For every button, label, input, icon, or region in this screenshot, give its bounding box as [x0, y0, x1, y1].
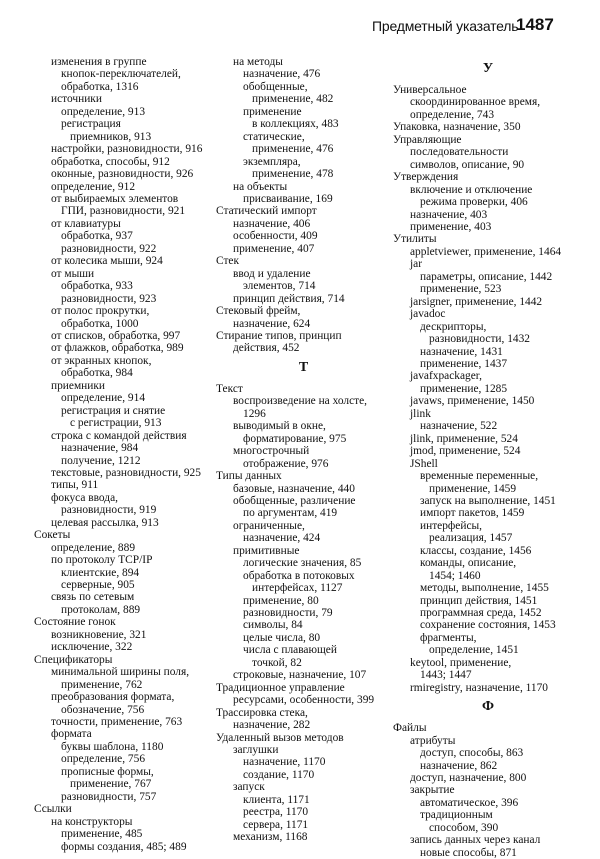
index-subentry: воспроизведение на холсте,	[233, 395, 368, 408]
index-subentry: 1443; 1447	[420, 669, 472, 682]
index-subentry: применение, 767	[70, 778, 152, 791]
index-subentry: обозначение, 756	[61, 703, 145, 716]
index-subentry: jlink	[410, 407, 431, 420]
index-subentry: формата	[51, 728, 92, 741]
index-subentry: применение, 476	[252, 143, 334, 156]
index-subentry: в коллекциях, 483	[252, 118, 339, 131]
index-subentry: фокуса ввода,	[51, 491, 118, 504]
index-subentry: javadoc	[410, 308, 446, 321]
index-subentry: примитивные	[233, 544, 300, 557]
index-subentry: определение, 914	[61, 392, 146, 405]
index-subentry: 1296	[243, 407, 266, 420]
index-subentry: javaws, применение, 1450	[410, 395, 535, 408]
index-subentry: jar	[410, 258, 423, 271]
index-subentry: обработка, 937	[61, 230, 133, 243]
index-subentry: применение, 523	[420, 283, 502, 296]
index-subentry: обработка, 933	[61, 280, 133, 293]
index-subentry: способом, 390	[429, 821, 499, 834]
index-subentry: запуск на выполнение, 1451	[420, 494, 556, 507]
index-subentry: назначение, 862	[420, 759, 498, 772]
index-entry: Стековый фрейм,	[216, 305, 301, 318]
index-subentry: временные переменные,	[420, 470, 539, 483]
index-subentry: назначение, 1431	[420, 345, 503, 358]
index-subentry: от клавиатуры	[51, 217, 121, 230]
index-column-3	[393, 56, 583, 859]
index-subentry: точности, применение, 763	[51, 716, 183, 729]
index-subentry: механизм, 1168	[233, 831, 308, 844]
index-subentry: регистрация и снятие	[61, 404, 166, 417]
index-subentry: разновидности, 79	[243, 607, 333, 620]
index-subentry: последовательности	[410, 146, 509, 159]
index-subentry: типы, 911	[51, 479, 99, 492]
index-subentry: назначение, 624	[233, 317, 311, 330]
index-subentry: форматирование, 975	[243, 432, 347, 445]
index-subentry: от экранных кнопок,	[51, 354, 152, 367]
section-letter-heading: У	[482, 61, 494, 76]
index-subentry: получение, 1212	[61, 454, 141, 467]
index-subentry: применение, 1285	[420, 382, 508, 395]
index-subentry: применение, 407	[233, 242, 315, 255]
index-subentry: применение, 1437	[420, 357, 508, 370]
index-entry: Трассировка стека,	[216, 706, 308, 719]
index-subentry: 1454; 1460	[429, 569, 481, 582]
index-subentry: определение, 913	[61, 105, 146, 118]
index-subentry: от колесика мыши, 924	[51, 255, 163, 268]
index-subentry: назначение, 1170	[243, 756, 326, 769]
index-subentry: по аргументам, 419	[243, 507, 338, 520]
index-subentry: сервера, 1171	[243, 818, 309, 831]
index-subentry: jmod, применение, 524	[410, 445, 521, 458]
index-subentry: прописные формы,	[61, 765, 154, 778]
index-subentry: обработка, 1000	[61, 317, 139, 330]
section-letter-heading: Т	[298, 359, 309, 375]
index-subentry: буквы шаблона, 1180	[61, 740, 164, 753]
index-subentry: на объекты	[233, 180, 288, 193]
index-entry: Упаковка, назначение, 350	[393, 121, 521, 134]
index-subentry: строка с командой действия	[51, 429, 187, 442]
page-header	[0, 12, 600, 36]
index-subentry: интерфейсах, 1127	[252, 582, 343, 595]
index-subentry: определение, 912	[51, 180, 136, 193]
index-entry: Традиционное управление	[216, 681, 345, 694]
index-subentry: методы, выполнение, 1455	[420, 582, 549, 595]
index-subentry: доступ, способы, 863	[420, 747, 524, 760]
index-subentry: присваивание, 169	[243, 192, 333, 205]
index-subentry: определение, 1451	[429, 644, 519, 657]
index-subentry: запуск	[233, 781, 265, 794]
index-subentry: реализация, 1457	[429, 532, 513, 545]
index-subentry: обработка, 984	[61, 367, 133, 380]
index-subentry: appletviewer, применение, 1464	[410, 245, 562, 258]
index-subentry: дескрипторы,	[420, 320, 487, 333]
index-subentry: ресурсами, особенности, 399	[233, 694, 375, 707]
index-subentry: целые числа, 80	[243, 631, 321, 644]
index-column-2	[216, 56, 391, 844]
index-subentry: новые способы, 871	[420, 846, 517, 859]
index-subentry: разновидности, 922	[61, 242, 157, 255]
index-subentry: включение и отключение	[410, 183, 533, 196]
index-subentry: символов, описание, 90	[410, 158, 525, 171]
index-subentry: изменения в группе	[51, 56, 147, 68]
index-subentry: от полос прокрутки,	[51, 305, 150, 318]
index-subentry: на конструкторы	[51, 815, 133, 828]
index-subentry: серверные, 905	[61, 579, 135, 592]
index-subentry: возникновение, 321	[51, 628, 147, 641]
index-subentry: отображение, 976	[243, 457, 329, 470]
index-subentry: от списков, обработка, 997	[51, 329, 181, 342]
index-subentry: на методы	[233, 56, 283, 68]
index-subentry: принцип действия, 714	[233, 292, 345, 305]
index-subentry: определение, 743	[410, 108, 495, 121]
index-subentry: применение, 762	[61, 678, 143, 691]
index-subentry: обобщенные,	[243, 80, 308, 93]
index-subentry: javafxpackager,	[410, 370, 482, 383]
index-subentry: логические значения, 85	[243, 557, 362, 570]
index-subentry: от выбираемых элементов	[51, 192, 179, 205]
index-subentry: определение, 889	[51, 541, 136, 554]
index-subentry: программная среда, 1452	[420, 607, 542, 620]
index-subentry: доступ, назначение, 800	[410, 772, 527, 785]
index-entry: Состояние гонок	[34, 616, 116, 629]
index-entry: Управляющие	[393, 133, 462, 146]
index-subentry: связь по сетевым	[51, 591, 135, 604]
index-entry: Текст	[216, 382, 243, 395]
index-subentry: особенности, 409	[233, 230, 318, 243]
index-subentry: статические,	[243, 130, 305, 143]
index-entry: Стек	[216, 255, 240, 268]
index-subentry: применение, 1459	[429, 482, 517, 495]
index-subentry: символы, 84	[243, 619, 303, 632]
index-subentry: приемников, 913	[70, 130, 152, 143]
index-subentry: назначение, 282	[233, 719, 311, 732]
page-number: 1487	[516, 15, 554, 34]
index-entry: Универсальное	[393, 84, 467, 96]
index-subentry: запись данных через канал	[410, 834, 541, 847]
index-subentry: исключение, 322	[51, 641, 133, 654]
index-subentry: keytool, применение,	[410, 656, 512, 669]
index-entry: Стирание типов, принцип	[216, 329, 342, 342]
index-subentry: применение, 478	[252, 168, 334, 181]
index-subentry: реестра, 1170	[243, 806, 309, 819]
index-subentry: обобщенные, различение	[233, 494, 356, 507]
index-subentry: целевая рассылка, 913	[51, 516, 159, 529]
index-subentry: заглушки	[233, 744, 279, 757]
index-subentry: настройки, разновидности, 916	[51, 143, 203, 156]
index-subentry: назначение, 424	[243, 532, 321, 545]
index-subentry: создание, 1170	[243, 768, 315, 781]
index-subentry: источники	[51, 93, 102, 106]
index-entry: Утверждения	[393, 171, 459, 184]
index-subentry: сохранение состояния, 1453	[420, 619, 556, 632]
index-subentry: применение, 80	[243, 594, 319, 607]
index-subentry: закрытие	[410, 784, 455, 797]
index-subentry: ГПИ, разновидности, 921	[61, 205, 186, 218]
index-subentry: клиентские, 894	[61, 566, 140, 579]
index-subentry: разновидности, 1432	[429, 333, 530, 346]
index-entry: Удаленный вызов методов	[216, 731, 344, 744]
index-subentry: ограниченные,	[233, 519, 305, 532]
index-subentry: jarsigner, применение, 1442	[410, 295, 543, 308]
index-entry: Сокеты	[34, 529, 71, 542]
index-subentry: действия, 452	[233, 342, 300, 355]
index-entry: Утилиты	[393, 233, 437, 246]
index-subentry: jlink, применение, 524	[410, 432, 518, 445]
index-subentry: интерфейсы,	[420, 519, 483, 532]
index-subentry: применение	[243, 105, 302, 118]
index-subentry: формы создания, 485; 489	[61, 840, 187, 853]
index-subentry: базовые, назначение, 440	[233, 482, 355, 495]
index-subentry: автоматическое, 396	[420, 796, 519, 809]
index-subentry: импорт пакетов, 1459	[420, 507, 525, 520]
index-subentry: применение, 403	[410, 220, 492, 233]
index-subentry: точкой, 82	[252, 656, 302, 669]
index-subentry: от флажков, обработка, 989	[51, 342, 184, 355]
index-entry: Спецификаторы	[34, 653, 113, 666]
index-entry: Ссылки	[34, 803, 72, 816]
index-subentry: обработка, 1316	[61, 80, 139, 93]
index-subentry: регистрация	[61, 118, 121, 131]
index-subentry: определение, 756	[61, 753, 146, 766]
index-subentry: атрибуты	[410, 734, 456, 747]
index-subentry: числа с плавающей	[243, 644, 337, 657]
index-subentry: многострочный	[233, 445, 310, 458]
index-subentry: обработка, способы, 912	[51, 155, 170, 168]
index-column-1	[34, 56, 214, 853]
index-subentry: строковые, назначение, 107	[233, 669, 367, 682]
index-subentry: оконные, разновидности, 926	[51, 168, 194, 181]
index-subentry: элементов, 714	[243, 280, 316, 293]
index-entry: Файлы	[393, 722, 427, 735]
index-subentry: выводимый в окне,	[233, 420, 326, 433]
index-subentry: обработка в потоковых	[243, 569, 355, 582]
index-subentry: преобразования формата,	[51, 691, 175, 704]
index-subentry: по протоколу TCP/IP	[51, 554, 153, 567]
index-subentry: режима проверки, 406	[420, 196, 528, 209]
index-subentry: минимальной ширины поля,	[51, 666, 190, 679]
index-subentry: параметры, описание, 1442	[420, 270, 553, 283]
index-subentry: команды, описание,	[420, 557, 517, 570]
index-subentry: JShell	[410, 457, 438, 470]
index-subentry: с регистрации, 913	[70, 417, 162, 430]
index-subentry: традиционным	[420, 809, 493, 822]
index-subentry: фрагменты,	[420, 631, 477, 644]
index-entry: Статический импорт	[216, 205, 317, 218]
section-letter-heading: Ф	[481, 699, 495, 715]
running-header-title: Предметный указатель	[372, 18, 519, 34]
index-subentry: экземпляра,	[243, 155, 301, 168]
index-subentry: назначение, 406	[233, 217, 311, 230]
index-subentry: назначение, 522	[420, 420, 498, 433]
index-subentry: применение, 482	[252, 93, 334, 106]
index-entry: Типы данных	[216, 470, 282, 483]
index-subentry: rmiregistry, назначение, 1170	[410, 681, 548, 694]
index-subentry: назначение, 984	[61, 442, 139, 455]
index-subentry: применение, 485	[61, 828, 143, 841]
index-subentry: принцип действия, 1451	[420, 594, 538, 607]
index-subentry: разновидности, 757	[61, 790, 157, 803]
index-subentry: разновидности, 923	[61, 292, 157, 305]
index-subentry: назначение, 476	[243, 68, 321, 81]
index-subentry: классы, создание, 1456	[420, 544, 532, 557]
index-subentry: клиента, 1171	[243, 793, 310, 806]
index-subentry: разновидности, 919	[61, 504, 157, 517]
index-subentry: приемники	[51, 379, 105, 392]
index-subentry: протоколам, 889	[61, 603, 141, 616]
index-subentry: от мыши	[51, 267, 95, 280]
index-subentry: кнопок-переключателей,	[61, 68, 181, 81]
index-subentry: текстовые, разновидности, 925	[51, 466, 201, 479]
index-subentry: назначение, 403	[410, 208, 488, 221]
index-subentry: ввод и удаление	[233, 267, 311, 280]
index-subentry: скоординированное время,	[410, 96, 541, 109]
